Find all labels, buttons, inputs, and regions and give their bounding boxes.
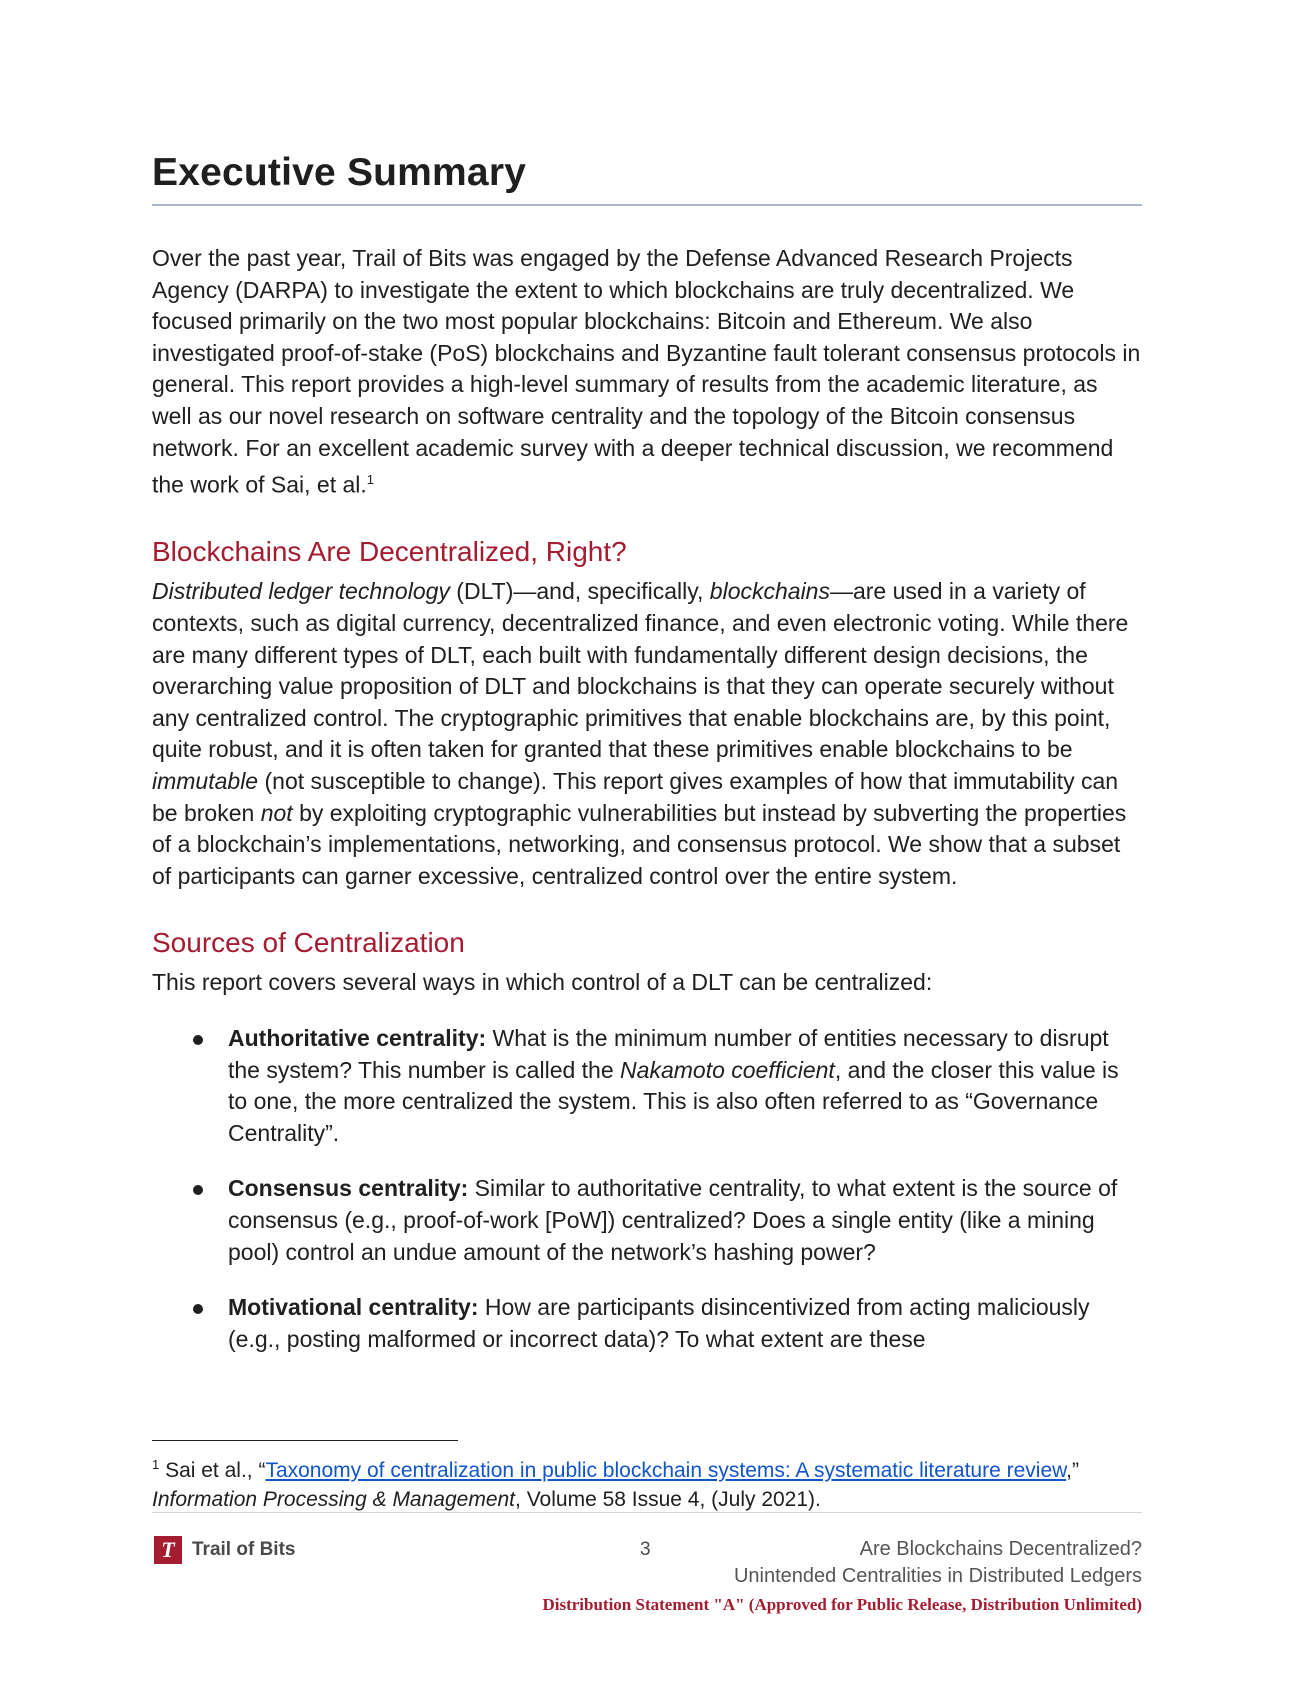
term-not: not: [260, 799, 293, 826]
doc-title-line2: Unintended Centralities in Distributed Ledgers: [733, 1565, 1142, 1587]
bullet-icon: [193, 1185, 203, 1195]
text-span: by exploiting cryptographic vulnerabilities but instead by subverting the properties of a blockchain’s implementations, networking, and consensus protocol. We show that a subset of participants can garner excessive, centralized control over the entire system.: [152, 799, 1127, 889]
bullet-label: Authoritative centrality:: [228, 1024, 487, 1051]
term-nakamoto: Nakamoto coefficient: [620, 1056, 835, 1083]
section-heading-sources: Sources of Centralization: [152, 927, 465, 959]
footnote-ref[interactable]: 1: [366, 472, 375, 488]
term-dlt: Distributed ledger technology: [152, 578, 450, 605]
distribution-statement: Distribution Statement "A" (Approved for Public Release, Distribution Unlimited): [542, 1595, 1142, 1614]
section2-intro: This report covers several ways in which control of a DLT can be centralized:: [152, 969, 933, 996]
footer-document-title: [734, 1536, 1142, 1590]
bullet-text: Similar to authoritative centrality, to what extent is the source of consensus (e.g., proof-of-work [PoW]) centralized? Does a single entity (like a mining pool) control an undue amount of the network’s hashing power?: [228, 1175, 1118, 1265]
text-span: (not susceptible to change). This report gives examples of how that immutability can be broken: [152, 767, 1119, 826]
footnote-text: Sai et al., “: [159, 1459, 266, 1482]
intro-paragraph: [152, 243, 1142, 501]
footer-divider: [152, 1512, 1142, 1513]
list-item: [152, 1023, 1142, 1149]
footnote: [152, 1450, 1142, 1514]
intro-text: Over the past year, Trail of Bits was engaged by the Defense Advanced Research Projects Agency (DARPA) to investigate the extent to which blockchains are truly decentralized. We focused primarily on the two most popular blockchains: Bitcoin and Ethereum. We also investigated proof-of-stake (PoS) blockchains and Byzantine fault tolerant consensus protocols in general. This report provides a high-level summary of results from the academic literature, as well as our novel research on software centrality and the topology of the Bitcoin consensus network. For an excellent academic survey with a deeper technical discussion, we recommend the work of Sai, et al.: [152, 245, 1141, 498]
page-title: Executive Summary: [152, 150, 1142, 206]
section1-paragraph: [152, 576, 1142, 892]
bullet-label: Motivational centrality:: [228, 1294, 479, 1321]
list-item: [152, 1173, 1142, 1268]
text-span: —are used in a variety of contexts, such as digital currency, decentralized finance, and even electronic voting. While there are many different types of DLT, each built with fundamentally different design decisions, the overarching value proposition of DLT and blockchains is that they can operate securely without any centralized control. The cryptographic primitives that enable blockchains are, by this point, quite robust, and it is often taken for granted that these primitives enable blockchains to be: [152, 578, 1129, 763]
bullet-text: , and the closer this value is to one, the more centralized the system. This is also often referred to as “Governance Centrality”.: [228, 1056, 1119, 1146]
page-number: 3: [640, 1539, 651, 1560]
page-content: [152, 150, 1142, 1379]
bullet-text: How are participants disincentivized from acting maliciously (e.g., posting malformed or incorrect data)? To what extent are these: [228, 1294, 1090, 1352]
bullet-text: What is the minimum number of entities necessary to disrupt the system? This number is called the: [228, 1024, 1109, 1083]
centrality-list: [152, 1023, 1142, 1355]
footnote-text: , Volume 58 Issue 4, (July 2021).: [515, 1488, 821, 1511]
text-span: (DLT)—and, specifically,: [449, 578, 710, 605]
logo-text: Trail of Bits: [192, 1539, 296, 1560]
footnote-number: 1: [152, 1457, 160, 1472]
footer-logo: [154, 1536, 295, 1564]
footnote-text: ,”: [1066, 1459, 1079, 1482]
term-blockchains: blockchains: [709, 578, 830, 605]
footnote-journal: Information Processing & Management: [152, 1488, 516, 1511]
section-heading-decentralized: Blockchains Are Decentralized, Right?: [152, 536, 627, 568]
list-item: [152, 1292, 1142, 1355]
bullet-icon: [193, 1035, 203, 1045]
trail-of-bits-logo-icon: T: [154, 1536, 182, 1564]
footnote-link[interactable]: Taxonomy of centralization in public blockchain systems: A systematic literature review: [265, 1459, 1067, 1482]
bullet-icon: [193, 1304, 203, 1314]
footnote-divider: [152, 1440, 458, 1441]
bullet-label: Consensus centrality:: [228, 1175, 469, 1202]
doc-title-line1: Are Blockchains Decentralized?: [859, 1538, 1142, 1560]
term-immutable: immutable: [152, 767, 259, 794]
